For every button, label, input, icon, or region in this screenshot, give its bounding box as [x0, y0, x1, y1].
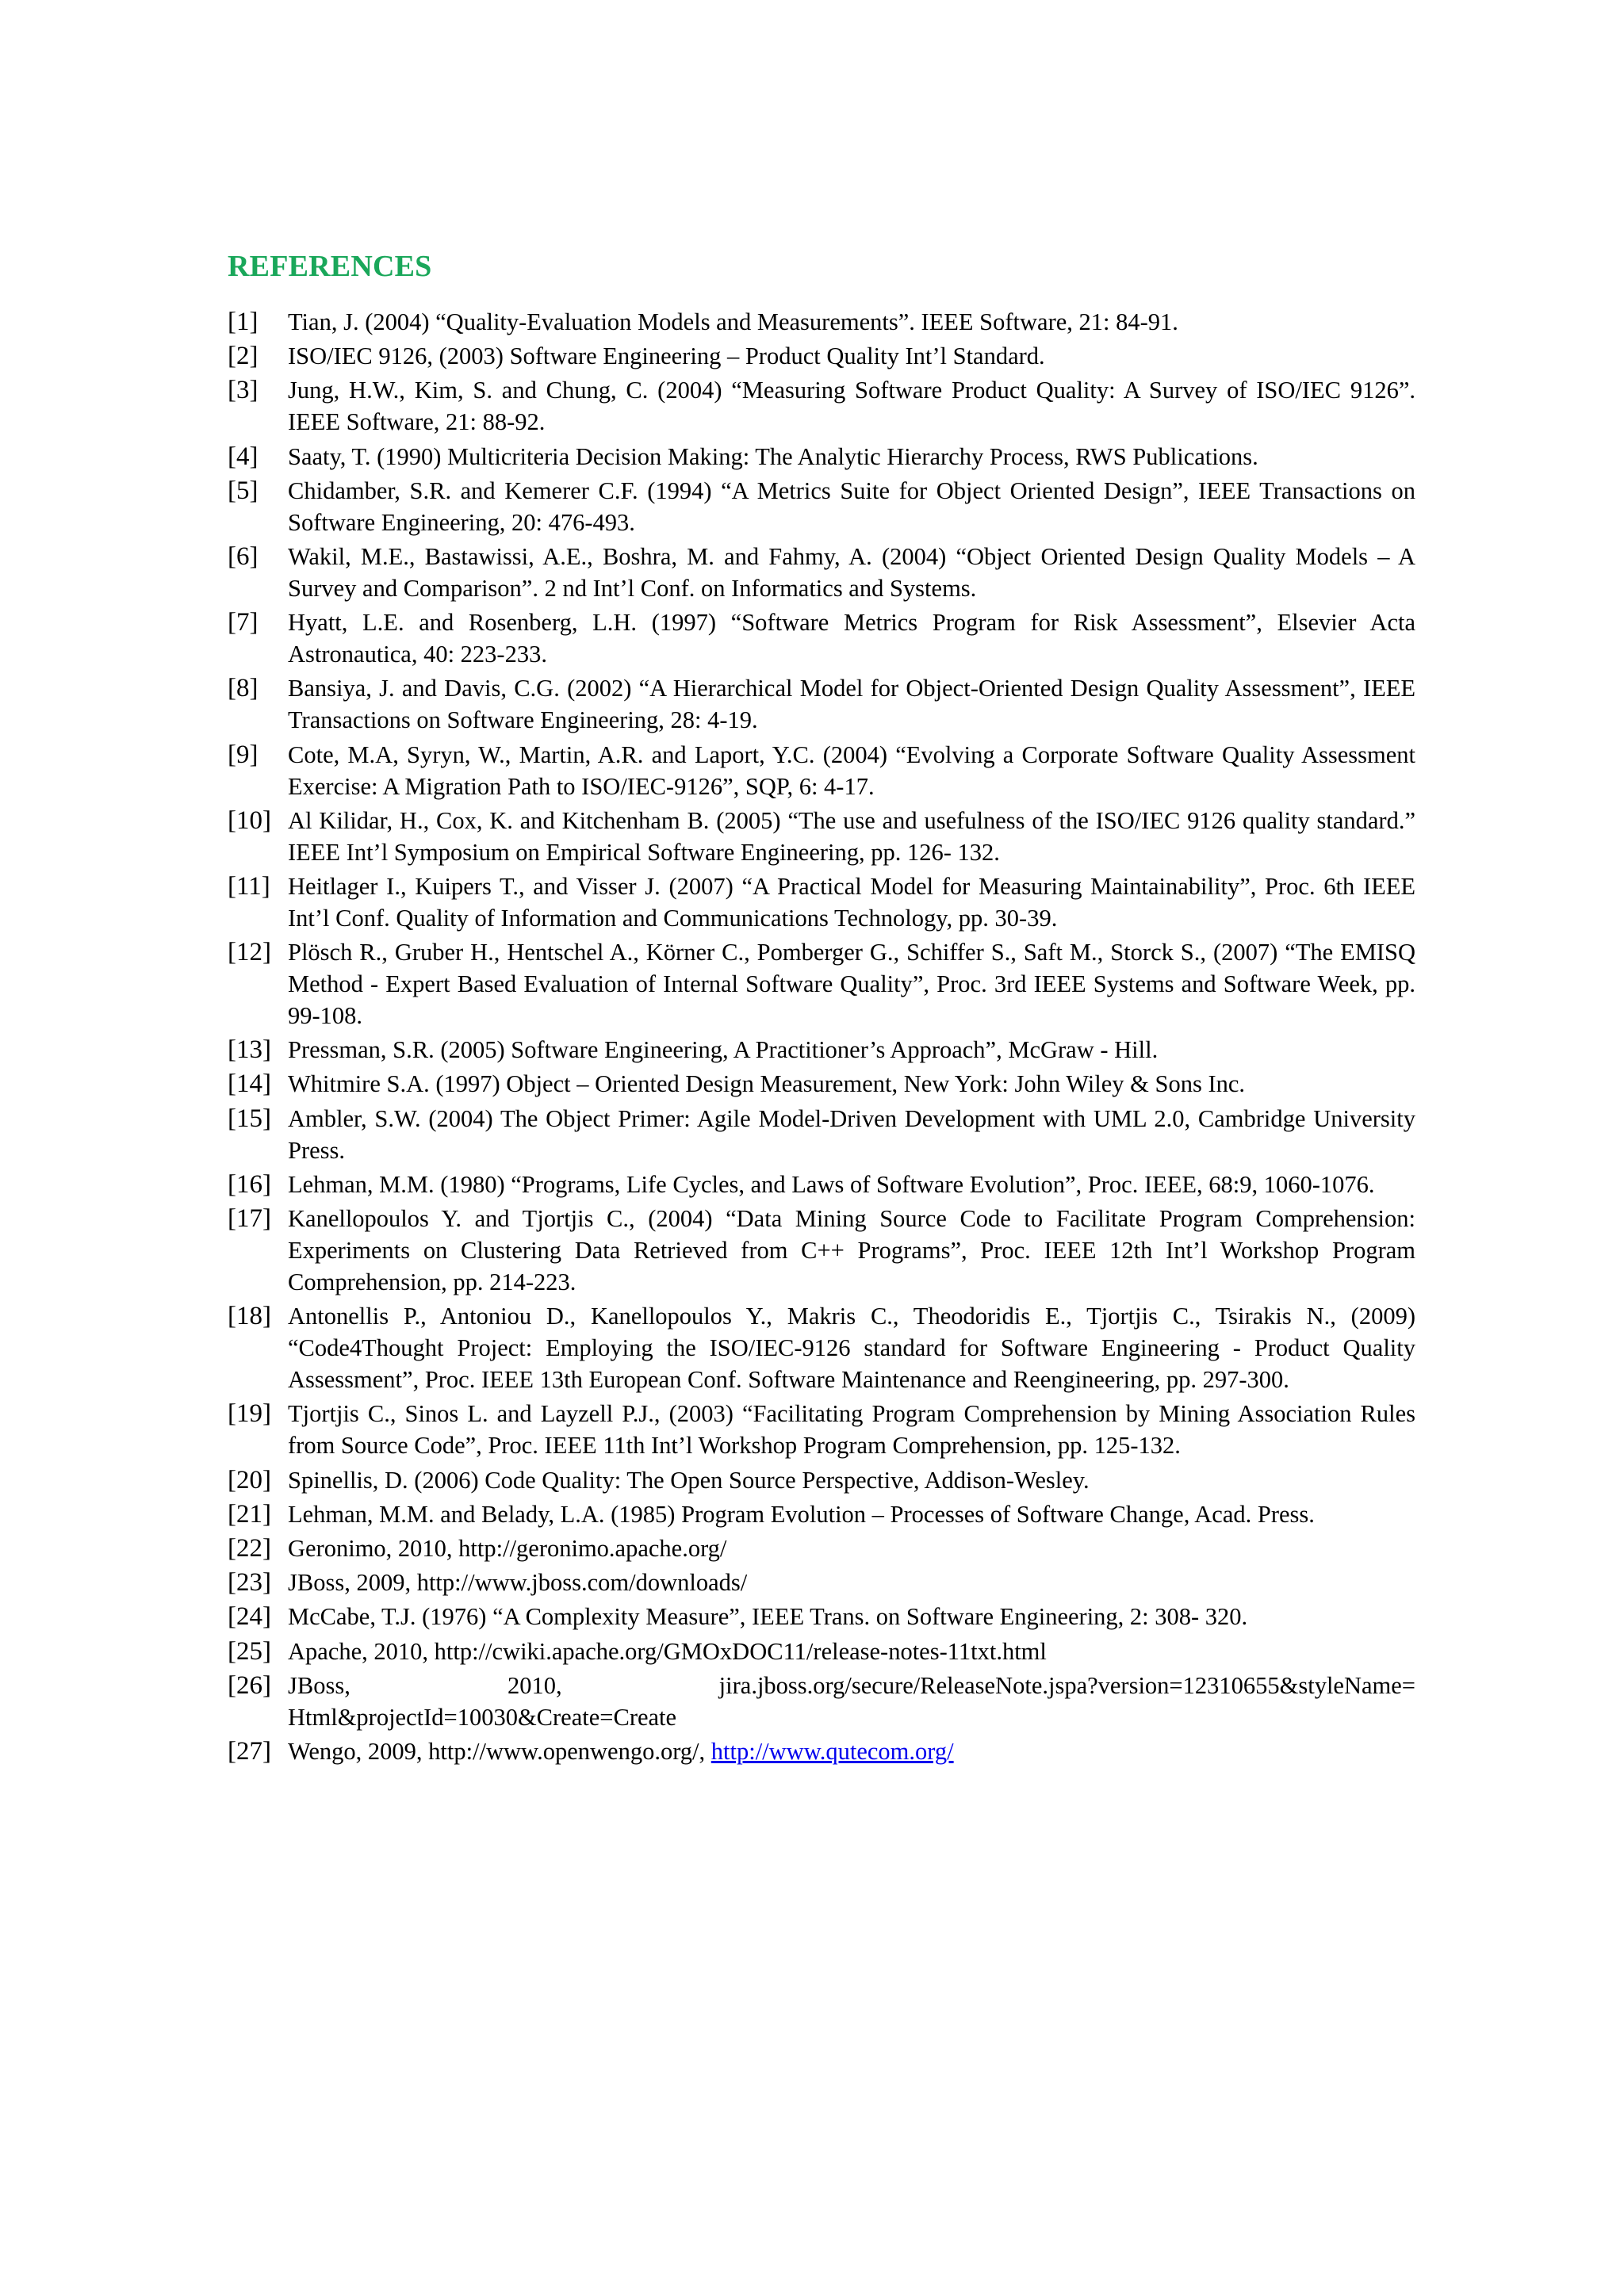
reference-text [288, 441, 1415, 473]
reference-item [228, 1601, 1415, 1632]
reference-number: [5] [228, 476, 259, 505]
reference-text [288, 340, 1415, 372]
page-content [228, 246, 1415, 1770]
reference-number: [12] [228, 938, 271, 967]
reference-text [288, 1398, 1415, 1461]
reference-text [288, 1735, 1415, 1767]
reference-item [228, 1203, 1415, 1298]
reference-text [288, 1169, 1415, 1200]
reference-citation: Bansiya, J. and Davis, C.G. (2002) “A Hierarchical Model for Object-Oriented Design Quality Assessment”, IEEE Transactions on Software Engineering, 28: 4-19. [288, 675, 1415, 734]
reference-text [288, 1498, 1415, 1530]
reference-item [228, 306, 1415, 338]
reference-number: [22] [228, 1533, 271, 1563]
reference-text [288, 1464, 1415, 1496]
reference-item [228, 541, 1415, 604]
reference-number: [24] [228, 1602, 271, 1632]
reference-text [288, 1636, 1415, 1667]
reference-citation: JBoss, 2009, http://www.jboss.com/downloads/ [288, 1569, 748, 1597]
reference-item [228, 1735, 1415, 1767]
reference-item [228, 871, 1415, 934]
reference-number: [25] [228, 1636, 271, 1666]
section-heading: REFERENCES [228, 250, 432, 283]
reference-text [288, 1533, 1415, 1564]
reference-number: [9] [228, 740, 259, 769]
reference-citation: Cote, M.A, Syryn, W., Martin, A.R. and Laport, Y.C. (2004) “Evolving a Corporate Software Quality Assessment Exercise: A Migration Path to ISO/IEC-9126”, SQP, 6: 4-17. [288, 740, 1415, 800]
reference-item [228, 607, 1415, 670]
reference-number: [3] [228, 376, 259, 405]
reference-number: [11] [228, 871, 270, 901]
reference-number: [13] [228, 1035, 271, 1065]
reference-citation: McCabe, T.J. (1976) “A Complexity Measure”, IEEE Trans. on Software Engineering, 2: 308- 320. [288, 1603, 1248, 1631]
reference-citation: Wakil, M.E., Bastawissi, A.E., Boshra, M. and Fahmy, A. (2004) “Object Oriented Design Quality Models – A Survey and Comparison”. 2 nd Int’l Conf. on Informatics and Systems. [288, 542, 1415, 602]
reference-item [228, 1567, 1415, 1598]
reference-citation: Antonellis P., Antoniou D., Kanellopoulos Y., Makris C., Theodoridis E., Tjortjis C., Tsirakis N., (2009) “Code4Thought Project: Employing the ISO/IEC-9126 standard for Software Engineering - Product Quality Assessment”, Proc. IEEE 13th European Conf. Software Maintenance and Reengineering, pp. 297-300. [288, 1303, 1415, 1394]
reference-item [228, 1103, 1415, 1166]
reference-citation: Kanellopoulos Y. and Tjortjis C., (2004) “Data Mining Source Code to Facilitate Program Comprehension: Experiments on Clustering Data Retrieved from C++ Programs”, Proc. IEEE 12th Int’l Workshop Program Comprehension, pp. 214-223. [288, 1205, 1415, 1295]
reference-citation: Tian, J. (2004) “Quality-Evaluation Models and Measurements”. IEEE Software, 21: 84-91. [288, 308, 1178, 335]
reference-text [288, 672, 1415, 736]
reference-item [228, 1300, 1415, 1395]
reference-text [288, 1567, 1415, 1598]
reference-number: [19] [228, 1399, 271, 1429]
reference-text [288, 1103, 1415, 1166]
reference-citation: Hyatt, L.E. and Rosenberg, L.H. (1997) “Software Metrics Program for Risk Assessment”, Elsevier Acta Astronautica, 40: 223-233. [288, 609, 1415, 668]
reference-item [228, 340, 1415, 372]
reference-citation: Saaty, T. (1990) Multicriteria Decision Making: The Analytic Hierarchy Process, RWS Publications. [288, 442, 1258, 470]
reference-item [228, 1068, 1415, 1100]
reference-number: [10] [228, 806, 271, 835]
reference-text [288, 936, 1415, 1031]
reference-item [228, 1169, 1415, 1200]
reference-number: [26] [228, 1670, 271, 1700]
reference-citation: Lehman, M.M. and Belady, L.A. (1985) Program Evolution – Processes of Software Change, Acad. Press. [288, 1500, 1315, 1528]
reference-text [288, 1670, 1415, 1733]
reference-text [288, 306, 1415, 338]
reference-citation: Whitmire S.A. (1997) Object – Oriented Design Measurement, New York: John Wiley & Sons Inc. [288, 1070, 1246, 1098]
reference-item [228, 1533, 1415, 1564]
reference-item [228, 475, 1415, 538]
reference-citation: Chidamber, S.R. and Kemerer C.F. (1994) “A Metrics Suite for Object Oriented Design”, IEEE Transactions on Software Engineering, 20: 476-493. [288, 476, 1415, 536]
reference-number: [7] [228, 608, 259, 637]
reference-citation: Plösch R., Gruber H., Hentschel A., Körner C., Pomberger G., Schiffer S., Saft M., Storck S., (2007) “The EMISQ Method - Expert Based Evaluation of Internal Software Quality”, Proc. 3rd IEEE Systems and Software Week, pp. 99-108. [288, 939, 1415, 1030]
reference-text [288, 1068, 1415, 1100]
reference-item [228, 1498, 1415, 1530]
reference-number: [17] [228, 1204, 271, 1233]
reference-item [228, 936, 1415, 1031]
reference-item [228, 441, 1415, 473]
reference-text [288, 1601, 1415, 1632]
reference-citation: JBoss, 2010, jira.jboss.org/secure/ReleaseNote.jspa?version=12310655&styleName= Html&projectId=10030&Create=Create [288, 1671, 1415, 1731]
reference-number: [15] [228, 1104, 271, 1133]
reference-number: [8] [228, 674, 259, 703]
reference-item [228, 805, 1415, 868]
reference-citation: Ambler, S.W. (2004) The Object Primer: Agile Model-Driven Development with UML 2.0, Cambridge University Press. [288, 1104, 1415, 1164]
reference-link[interactable]: http://www.qutecom.org/ [710, 1737, 954, 1765]
reference-citation: ISO/IEC 9126, (2003) Software Engineering – Product Quality Int’l Standard. [288, 342, 1045, 370]
reference-text [288, 1300, 1415, 1395]
reference-item [228, 1398, 1415, 1461]
reference-number: [20] [228, 1465, 271, 1494]
reference-list [228, 306, 1415, 1767]
reference-item [228, 1034, 1415, 1066]
reference-number: [1] [228, 308, 259, 336]
reference-item [228, 1464, 1415, 1496]
reference-citation: Geronimo, 2010, http://geronimo.apache.org/ [288, 1534, 727, 1562]
reference-item [228, 374, 1415, 438]
reference-text [288, 475, 1415, 538]
reference-number: [14] [228, 1070, 271, 1099]
reference-number: [2] [228, 342, 259, 371]
reference-text [288, 871, 1415, 934]
reference-text [288, 374, 1415, 438]
reference-citation: Lehman, M.M. (1980) “Programs, Life Cycles, and Laws of Software Evolution”, Proc. IEEE, 68:9, 1060-1076. [288, 1170, 1375, 1198]
reference-text [288, 805, 1415, 868]
reference-citation: Wengo, 2009, http://www.openwengo.org/, [288, 1737, 711, 1765]
reference-citation: Spinellis, D. (2006) Code Quality: The Open Source Perspective, Addison-Wesley. [288, 1466, 1090, 1494]
reference-number: [6] [228, 541, 259, 571]
reference-citation: Jung, H.W., Kim, S. and Chung, C. (2004) “Measuring Software Product Quality: A Survey of ISO/IEC 9126”. IEEE Software, 21: 88-92. [288, 377, 1415, 436]
reference-text [288, 1034, 1415, 1066]
reference-number: [18] [228, 1302, 271, 1331]
reference-citation: Heitlager I., Kuipers T., and Visser J. (2007) “A Practical Model for Measuring Maintainability”, Proc. 6th IEEE Int’l Conf. Quality of Information and Communications Technology, pp. 30-39. [288, 872, 1415, 932]
reference-item [228, 672, 1415, 736]
reference-text [288, 739, 1415, 802]
reference-text [288, 607, 1415, 670]
reference-number: [16] [228, 1169, 271, 1199]
reference-citation: Al Kilidar, H., Cox, K. and Kitchenham B. (2005) “The use and usefulness of the ISO/IEC 9126 quality standard.” IEEE Int’l Symposium on Empirical Software Engineering, pp. 126- 132. [288, 806, 1415, 866]
reference-text [288, 1203, 1415, 1298]
reference-number: [21] [228, 1499, 271, 1529]
reference-item [228, 739, 1415, 802]
reference-number: [23] [228, 1568, 271, 1598]
reference-text [288, 541, 1415, 604]
reference-citation: Apache, 2010, http://cwiki.apache.org/GMOxDOC11/release-notes-11txt.html [288, 1637, 1047, 1665]
reference-item [228, 1636, 1415, 1667]
reference-item [228, 1670, 1415, 1733]
reference-number: [27] [228, 1736, 271, 1766]
reference-citation: Tjortjis C., Sinos L. and Layzell P.J., (2003) “Facilitating Program Comprehension by Mining Association Rules from Source Code”, Proc. IEEE 11th Int’l Workshop Program Comprehension, pp. 125-132. [288, 1400, 1415, 1460]
reference-number: [4] [228, 442, 259, 471]
reference-citation: Pressman, S.R. (2005) Software Engineering, A Practitioner’s Approach”, McGraw - Hill. [288, 1036, 1159, 1064]
